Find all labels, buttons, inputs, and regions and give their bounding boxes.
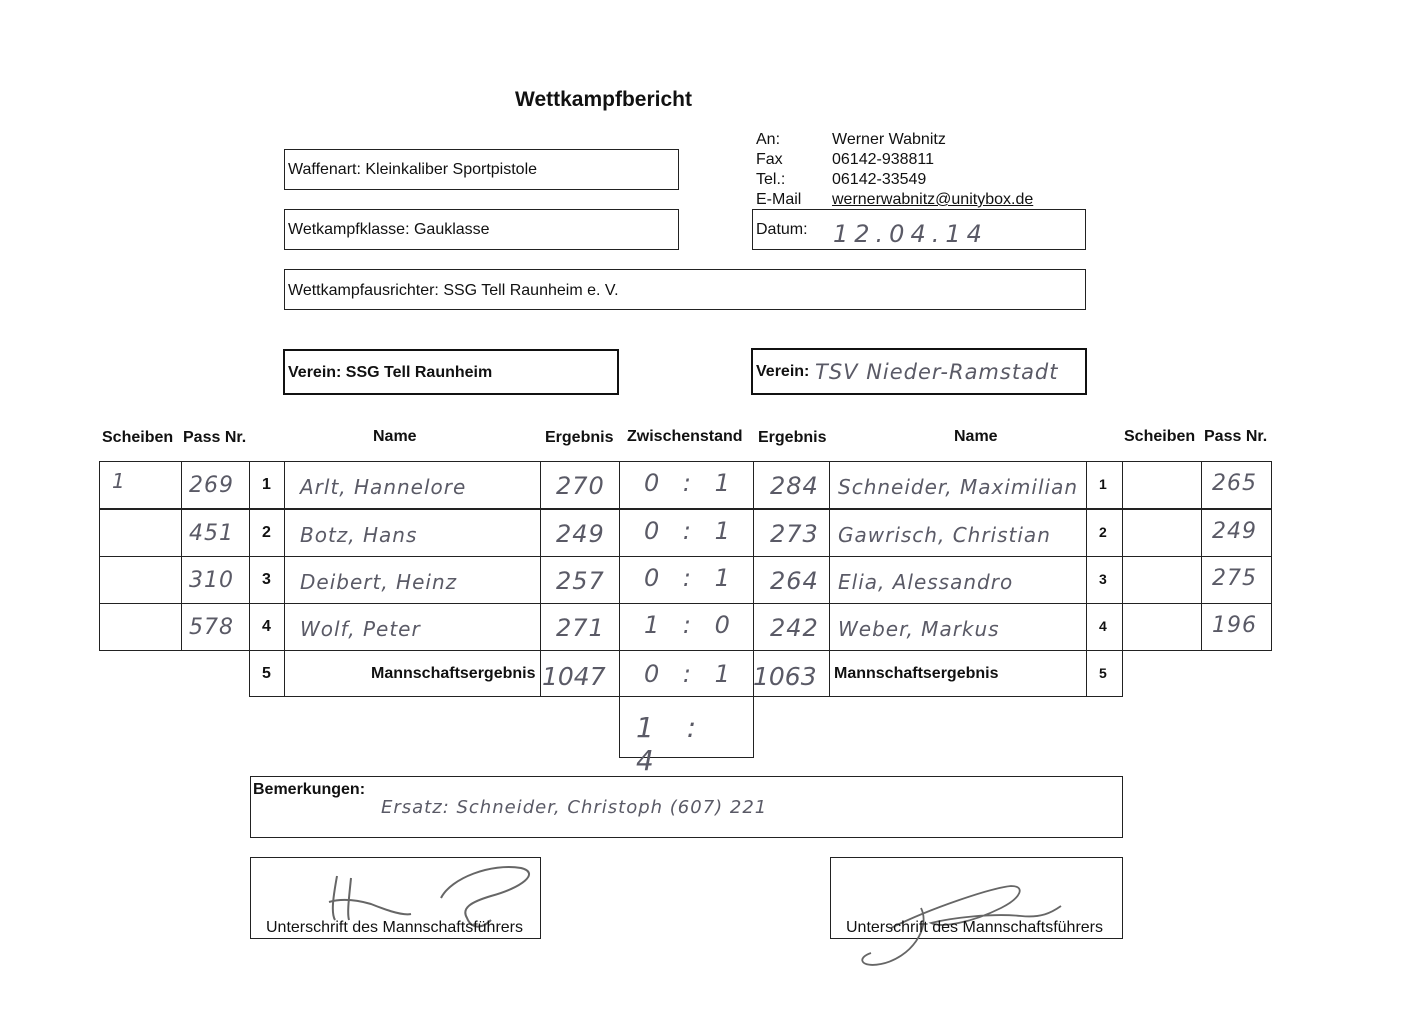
pass-left-value: 269 — [189, 473, 234, 498]
scheibe-right-cell — [1122, 461, 1202, 509]
klasse-box — [284, 209, 679, 250]
pass-right-value: 249 — [1212, 519, 1257, 544]
signature-left-label: Unterschrift des Mannschaftsführers — [266, 919, 523, 936]
row-number-left: 2 — [262, 524, 271, 541]
datum-value: 12.04.14 — [833, 220, 988, 248]
row-number-left: 3 — [262, 571, 271, 588]
ergebnis-left-value: 249 — [556, 520, 605, 548]
waffenart-box — [284, 149, 679, 190]
signature-box-right — [830, 857, 1123, 939]
ergebnis-right-value: 273 — [770, 520, 819, 548]
fax-label: Fax — [756, 151, 783, 168]
tel-label: Tel.: — [756, 171, 786, 188]
pass-right-value: 275 — [1212, 566, 1257, 591]
header-ergebnis-right: Ergebnis — [758, 429, 827, 446]
tel-value: 06142-33549 — [832, 171, 927, 188]
ergebnis-left-value: 270 — [556, 472, 605, 500]
email-label: E-Mail — [756, 191, 802, 208]
team-number-right: 5 — [1099, 665, 1107, 681]
fax-value: 06142-938811 — [832, 151, 935, 168]
ausrichter-text: Wettkampfausrichter: SSG Tell Raunheim e. V. — [288, 282, 619, 299]
team-label-left: Mannschaftsergebnis — [371, 665, 536, 682]
team-number-left: 5 — [262, 665, 271, 682]
datum-box — [752, 209, 1086, 250]
ergebnis-left-value: 271 — [556, 614, 605, 642]
verein-right-value: TSV Nieder-Ramstadt — [815, 360, 1059, 384]
final-score: 1 : 4 — [636, 711, 709, 777]
row-number-right: 1 — [1099, 476, 1107, 492]
name-right-value: Elia, Alessandro — [838, 570, 1014, 594]
header-ergebnis-left: Ergebnis — [545, 429, 614, 446]
bemerkungen-box — [250, 776, 1123, 838]
name-left-value: Wolf, Peter — [300, 617, 421, 641]
verein-right-box — [751, 348, 1087, 395]
scheibe-left-value: 1 — [112, 469, 126, 493]
signature-right-label: Unterschrift des Mannschaftsführers — [846, 919, 1103, 936]
pass-right-value: 265 — [1212, 471, 1257, 496]
name-left-value: Botz, Hans — [300, 523, 418, 547]
bemerkungen-text: Ersatz: Schneider, Christoph (607) 221 — [381, 797, 768, 818]
pass-left-value: 578 — [189, 615, 234, 640]
klasse-text: Wetkampfklasse: Gauklasse — [288, 221, 490, 238]
scheibe-left-cell — [99, 509, 182, 557]
verein-right-label: Verein: — [756, 363, 810, 380]
header-name-left: Name — [373, 428, 417, 445]
row-number-right: 3 — [1099, 571, 1107, 587]
header-name-right: Name — [954, 428, 998, 445]
header-pass-right: Pass Nr. — [1204, 428, 1268, 445]
ausrichter-box — [284, 269, 1086, 310]
bemerkungen-label: Bemerkungen: — [253, 781, 366, 798]
signature-box-left — [250, 857, 541, 939]
name-right-value: Schneider, Maximilian — [838, 475, 1078, 499]
header-scheiben-left: Scheiben — [102, 429, 174, 446]
header-pass-left: Pass Nr. — [183, 429, 247, 446]
an-value: Werner Wabnitz — [832, 131, 946, 148]
row-number-left: 4 — [262, 618, 271, 635]
zwischenstand-value: 0 : 1 — [644, 517, 738, 545]
team-zwischenstand: 0 : 1 — [644, 660, 738, 688]
scheibe-right-cell — [1122, 603, 1202, 651]
zwischenstand-value: 1 : 0 — [644, 611, 738, 639]
page-title: Wettkampfbericht — [515, 88, 692, 111]
name-right-value: Weber, Markus — [838, 617, 1000, 641]
zwischenstand-value: 0 : 1 — [644, 564, 738, 592]
header-scheiben-right: Scheiben — [1124, 428, 1196, 445]
final-score-cell — [619, 696, 754, 777]
verein-left-box — [283, 349, 619, 395]
header-zwischenstand: Zwischenstand — [627, 428, 743, 445]
name-left-value: Arlt, Hannelore — [300, 475, 467, 499]
ergebnis-right-value: 242 — [770, 614, 819, 642]
ergebnis-right-value: 284 — [770, 472, 819, 500]
team-label-right: Mannschaftsergebnis — [834, 665, 999, 682]
team-ergebnis-left: 1047 — [542, 662, 606, 691]
ergebnis-right-value: 264 — [770, 567, 819, 595]
scheibe-right-cell — [1122, 509, 1202, 557]
name-right-value: Gawrisch, Christian — [838, 523, 1051, 547]
waffenart-text: Waffenart: Kleinkaliber Sportpistole — [288, 161, 538, 178]
row-number-right: 4 — [1099, 618, 1107, 634]
scheibe-left-cell — [99, 603, 182, 651]
ergebnis-left-value: 257 — [556, 567, 605, 595]
row-number-left: 1 — [262, 476, 271, 493]
scheibe-left-cell — [99, 556, 182, 604]
datum-label: Datum: — [756, 221, 808, 238]
row-number-right: 2 — [1099, 524, 1107, 540]
name-left-value: Deibert, Heinz — [300, 570, 458, 594]
pass-right-value: 196 — [1212, 613, 1257, 638]
pass-left-value: 451 — [189, 521, 234, 546]
pass-left-value: 310 — [189, 568, 234, 593]
email-value[interactable]: wernerwabnitz@unitybox.de — [832, 191, 1034, 208]
scheibe-right-cell — [1122, 556, 1202, 604]
team-ergebnis-right: 1063 — [753, 662, 817, 691]
an-label: An: — [756, 131, 781, 148]
verein-left-text: Verein: SSG Tell Raunheim — [288, 364, 493, 381]
zwischenstand-value: 0 : 1 — [644, 469, 738, 497]
